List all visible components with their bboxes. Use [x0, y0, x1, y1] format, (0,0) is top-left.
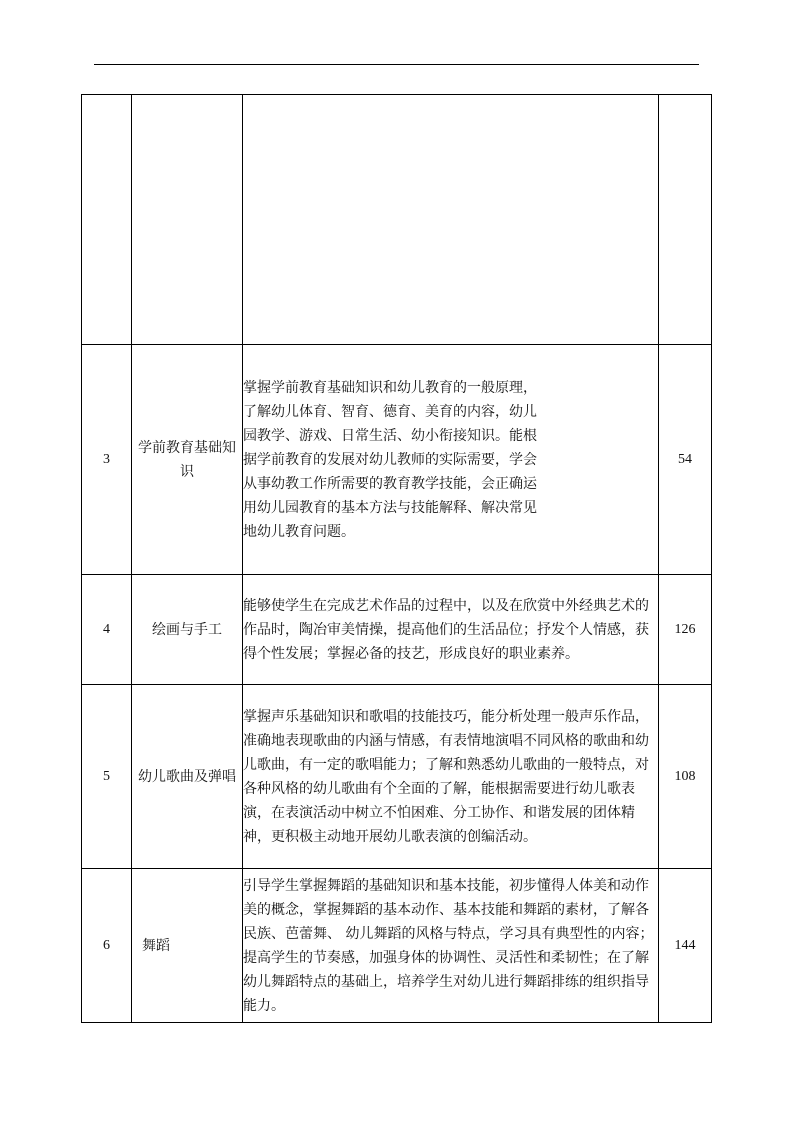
course-name: 舞蹈: [132, 869, 243, 1023]
course-name: [132, 95, 243, 345]
course-name: 学前教育基础知识: [132, 345, 243, 575]
row-number: [82, 95, 132, 345]
row-number: 5: [82, 685, 132, 869]
row-number: 6: [82, 869, 132, 1023]
course-hours: [659, 95, 712, 345]
table-row: [82, 345, 712, 575]
course-table: [81, 94, 712, 1023]
course-description-cell: [243, 345, 659, 575]
course-description: 掌握学前教育基础知识和幼儿教育的一般原理，了解幼儿体育、智育、德育、美育的内容，幼儿园教学、游戏、日常生活、幼小衔接知识。能根据学前教育的发展对幼儿教师的实际需要，学会从事幼教工作所需要的教育教学技能，会正确运用幼儿园教育的基本方法与技能解释、解决常见地幼儿教育问题。: [243, 379, 537, 540]
course-name: 绘画与手工: [132, 575, 243, 685]
course-hours: 144: [659, 869, 712, 1023]
course-description: 掌握声乐基础知识和歌唱的技能技巧，能分析处理一般声乐作品，准确地表现歌曲的内涵与情感，有表情地演唱不同风格的歌曲和幼儿歌曲，有一定的歌唱能力；了解和熟悉幼儿歌曲的一般特点，对各种风格的幼儿歌曲有个全面的了解，能根据需要进行幼儿歌表演，在表演活动中树立不怕困难、分工协作、和谐发展的团体精神，更积极主动地开展幼儿歌表演的创编活动。: [243, 685, 659, 869]
course-hours: 126: [659, 575, 712, 685]
course-name: 幼儿歌曲及弹唱: [132, 685, 243, 869]
table-row: [82, 95, 712, 345]
course-hours: 54: [659, 345, 712, 575]
course-description: 能够使学生在完成艺术作品的过程中，以及在欣赏中外经典艺术的作品时，陶冶审美情操，提高他们的生活品位；抒发个人情感，获得个性发展；掌握必备的技艺，形成良好的职业素养。: [243, 575, 659, 685]
header-rule: [94, 64, 699, 65]
row-number: 4: [82, 575, 132, 685]
course-description: 引导学生掌握舞蹈的基础知识和基本技能，初步懂得人体美和动作美的概念，掌握舞蹈的基本动作、基本技能和舞蹈的素材，了解各民族、芭蕾舞、 幼儿舞蹈的风格与特点，学习具有典型性的内容；提高学生的节奏感，加强身体的协调性、灵活性和柔韧性；在了解幼儿舞蹈特点的基础上，培养学生对幼儿进行舞蹈排练的组织指导能力。: [243, 869, 659, 1023]
table-row: [82, 575, 712, 685]
course-hours: 108: [659, 685, 712, 869]
course-description: [243, 95, 659, 345]
row-number: 3: [82, 345, 132, 575]
table-row: [82, 685, 712, 869]
table-row: [82, 869, 712, 1023]
